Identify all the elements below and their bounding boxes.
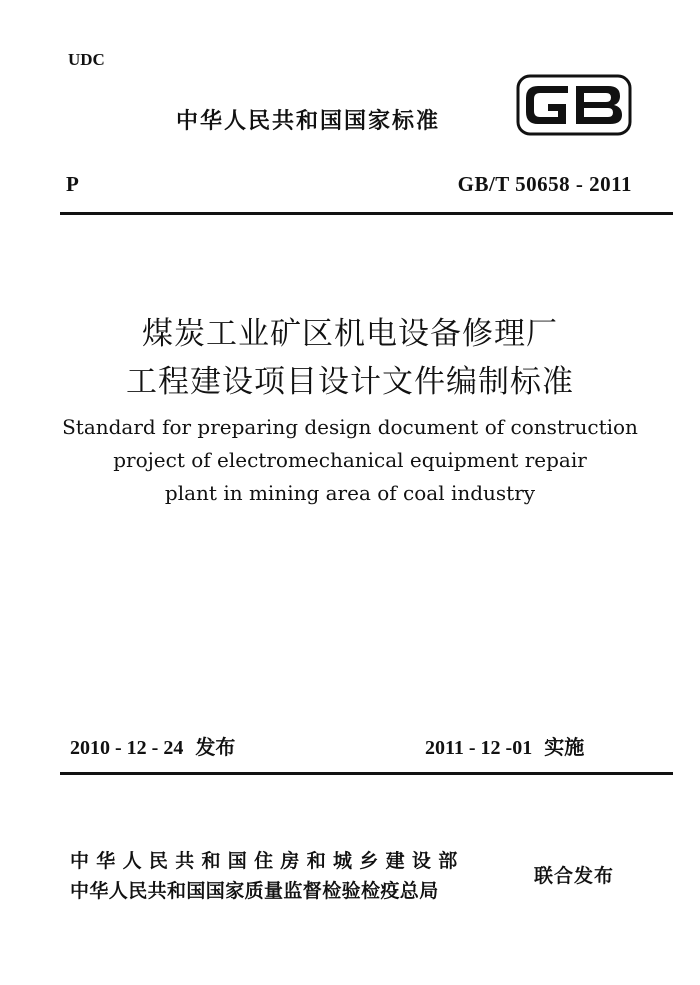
effective-label: 实施 <box>544 735 585 759</box>
issue-label: 发布 <box>195 735 236 759</box>
national-standard-label: 中华人民共和国国家标准 <box>176 109 441 134</box>
effective-date-block <box>425 731 584 760</box>
title-en-line3: plant in mining area of coal industry <box>164 481 536 505</box>
effective-date: 2011 - 12 -01 <box>425 737 533 759</box>
category-code: P <box>66 172 79 196</box>
issuer-line1: 中华人民共和国住房和城乡建设部 <box>70 850 465 872</box>
joint-issue-label: 联合发布 <box>534 865 615 887</box>
gb-logo-icon <box>516 74 632 136</box>
standard-number: GB/T 50658 - 2011 <box>457 172 632 196</box>
top-divider <box>60 212 673 215</box>
title-zh-line2: 工程建设项目设计文件编制标准 <box>126 364 574 400</box>
bottom-divider <box>60 772 673 775</box>
issue-date: 2010 - 12 - 24 <box>70 737 184 759</box>
title-en-line1: Standard for preparing design document of construction <box>62 415 638 439</box>
title-zh-line1: 煤炭工业矿区机电设备修理厂 <box>142 316 558 352</box>
issue-date-block <box>70 731 235 760</box>
title-en-line2: project of electromechanical equipment repair <box>113 448 587 472</box>
udc-label: UDC <box>68 50 105 69</box>
issuer-line2: 中华人民共和国国家质量监督检验检疫总局 <box>70 880 439 902</box>
